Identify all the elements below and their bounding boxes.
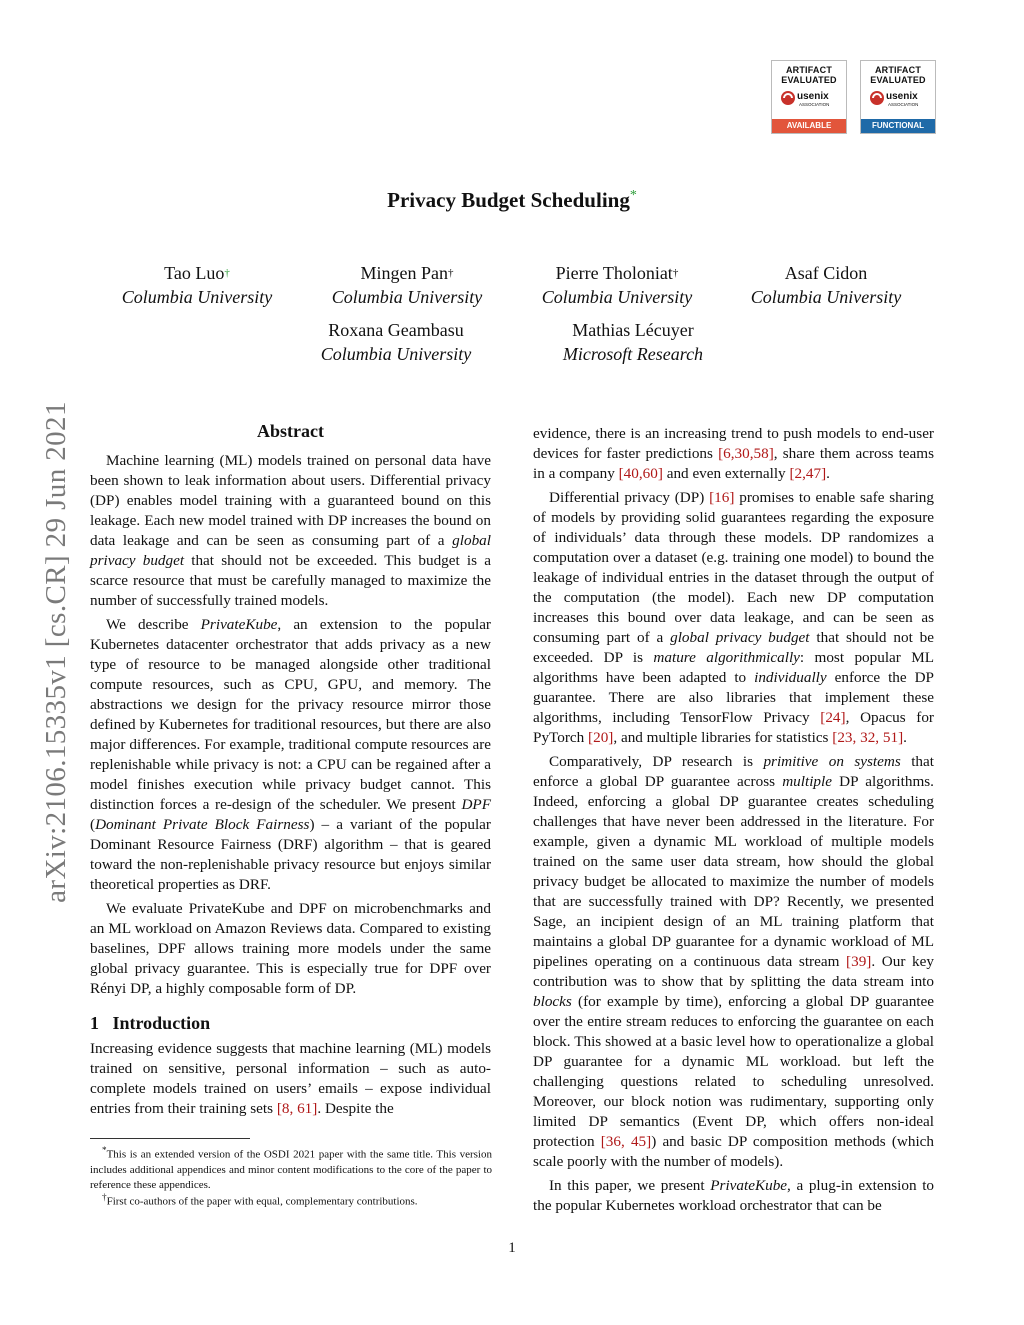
footnote-rule — [90, 1138, 250, 1139]
author-affiliation: Columbia University — [750, 287, 902, 307]
badge-line1: ARTIFACT — [785, 65, 833, 75]
citation-link[interactable]: [23, 32, 51] — [832, 729, 904, 746]
author-block — [97, 261, 297, 309]
abstract-paragraph: We evaluate PrivateKube and DPF on microbenchmarks and an ML workload on Amazon Reviews data. Compared to existing baselines, DPF allows training more models under the same global privacy guarantee. This is especially true for DPF over Rényi DP, a highly composable form of DP. — [90, 900, 491, 997]
body-paragraph: In this paper, we present PrivateKube, a plug-in extension to the popular Kubernetes workload orchestrator that can be — [533, 1177, 935, 1214]
badge-status: AVAILABLE — [772, 119, 846, 133]
author-mark: † — [448, 267, 454, 279]
author-block — [296, 318, 496, 366]
author-block — [307, 261, 507, 309]
body-paragraph: Differential privacy (DP) [16] promises to enable safe sharing of models by providing solid guarantees regarding the exposure of individuals’ data through these models. DP randomizes a computation over a dataset (e.g. training one model) to bound the leakage of individual entries in the dataset through the output of the computation (the model). Each new DP computation increases this bound over data leakage, and can be seen as consuming part of a global privacy budget that should not be exceeded. DP is mature algorithmically: most popular ML algorithms have been adapted to individually enforce the DP guarantee. There are also libraries that implement these algorithms, including TensorFlow Privacy [24], Opacus for PyTorch [20], and multiple libraries for statistics [23, 32, 51]. — [533, 489, 935, 746]
author-name: Tao Luo — [164, 263, 225, 283]
right-column — [533, 424, 934, 1220]
citation-link[interactable]: [36, 45] — [600, 1133, 652, 1150]
author-affiliation: Columbia University — [541, 287, 693, 307]
citation-link[interactable]: [40,60] — [618, 465, 663, 482]
footnote: †First co-authors of the paper with equal, complementary contributions. — [102, 1192, 418, 1208]
citation-link[interactable]: [24] — [820, 709, 846, 726]
badge-line2: EVALUATED — [870, 75, 926, 85]
author-name: Mingen Pan — [360, 263, 448, 283]
badge-org-sub: ASSOCIATION — [799, 102, 830, 107]
usenix-logo-icon — [780, 88, 838, 108]
author-name: Roxana Geambasu — [328, 320, 464, 340]
citation-link[interactable]: [20] — [588, 729, 614, 746]
title-footnote-mark[interactable]: * — [629, 188, 637, 203]
author-affiliation: Columbia University — [331, 287, 483, 307]
left-column — [90, 421, 491, 1123]
citation-link[interactable]: [2,47] — [789, 465, 827, 482]
author-affiliation: Microsoft Research — [562, 344, 704, 364]
usenix-logo-icon — [869, 88, 927, 108]
author-block — [533, 318, 733, 366]
badge-status: FUNCTIONAL — [861, 119, 935, 133]
badge-org: usenix — [886, 91, 918, 102]
author-mark: † — [224, 267, 230, 279]
artifact-functional-badge — [860, 60, 936, 134]
author-block — [726, 261, 926, 309]
title-text: Privacy Budget Scheduling — [387, 188, 630, 212]
footnote: *This is an extended version of the OSDI 2021 paper with the same title. This version includes additional appendices and minor content modifications to the core of the paper to reference these appendices. — [90, 1145, 492, 1191]
author-mark: † — [672, 267, 679, 279]
badge-org: usenix — [797, 91, 829, 102]
badge-org-sub: ASSOCIATION — [888, 102, 919, 107]
citation-link[interactable]: [16] — [709, 489, 735, 506]
author-name: Mathias Lécuyer — [572, 320, 694, 340]
body-paragraph: Comparatively, DP research is primitive on systems that enforce a global DP guarantee across multiple DP algorithms. Indeed, enforcing a global DP guarantee creates scheduling challenges that have never been addressed in the literature. For example, given a dynamic ML workload of multiple models trained on the same user data stream, how should the global privacy budget be allocated to maximize the number of models that are successfully trained with DP? Recently, we presented Sage, an incipient design of an ML training platform that maintains a global DP guarantee for a dynamic workload of ML pipelines operating on a continuous data stream [39]. Our key contribution was to show that by splitting the data stream into blocks (for example by time), enforcing a global DP guarantee over the entire stream reduces to enforcing the guarantee on each block. This showed at a basic level how to operationalize a global DP guarantee for a dynamic ML workload. but left the challenging questions related to scheduling unresolved. Moreover, our block notion was rudimentary, supporting only limited DP semantics (Event DP, which offers non-ideal protection [36, 45]) and basic DP composition methods (which scale poorly with the number of models). — [533, 753, 934, 1170]
badge-line2: EVALUATED — [781, 75, 837, 85]
body-paragraph: evidence, there is an increasing trend to push models to end-user devices for faster predictions [6,30,58], share them across teams in a company [40,60] and even externally [2,47]. — [533, 425, 934, 482]
page-number: 1 — [508, 1240, 516, 1256]
paper-title — [0, 188, 1024, 213]
author-name: Pierre Tholoniat — [555, 263, 673, 283]
citation-link[interactable]: [39] — [846, 953, 872, 970]
artifact-available-badge — [771, 60, 847, 134]
abstract-paragraph: Machine learning (ML) models trained on personal data have been shown to leak information about users. Differential privacy (DP) enables model training with a guaranteed bound on this leakage. Each new model trained with DP increases the bound on data leakage and can be seen as consuming part of a global privacy budget that should not be exceeded. This budget is a scarce resource that must be carefully managed to maximize the number of successfully trained models. — [90, 452, 491, 609]
author-block — [517, 261, 717, 309]
section-heading-introduction: 1 Introduction — [90, 1013, 211, 1033]
intro-paragraph: Increasing evidence suggests that machine learning (ML) models trained on sensitive, personal information – such as auto-complete models trained on users’ emails – expose individual entries from their training sets [8, 61]. Despite the — [90, 1040, 491, 1117]
badge-line1: ARTIFACT — [874, 65, 922, 75]
author-affiliation: Columbia University — [121, 287, 273, 307]
author-name: Asaf Cidon — [784, 263, 868, 283]
abstract-paragraph: We describe PrivateKube, an extension to the popular Kubernetes datacenter orchestrator that adds privacy as a new type of resource to be managed alongside other traditional compute resources, such as CPU, GPU, and memory. The abstractions we design for the privacy resource mirror those defined by Kubernetes for traditional resources, but there are also major differences. For example, traditional compute resources are replenishable while privacy is not: a CPU can be regained after a model finishes execution while privacy budget cannot. This distinction forces a re-design of the scheduler. We present DPF (Dominant Private Block Fairness) – a variant of the popular Dominant Resource Fairness (DRF) algorithm – that is geared toward the non-replenishable privacy resource but enjoys similar theoretical properties as DRF. — [90, 616, 491, 893]
arxiv-identifier[interactable]: arXiv:2106.15335v1 [cs.CR] 29 Jun 2021 — [40, 401, 72, 903]
author-affiliation: Columbia University — [320, 344, 472, 364]
citation-link[interactable]: [8, 61] — [276, 1100, 318, 1117]
citation-link[interactable]: [6,30,58] — [718, 445, 774, 462]
abstract-heading: Abstract — [257, 421, 324, 441]
